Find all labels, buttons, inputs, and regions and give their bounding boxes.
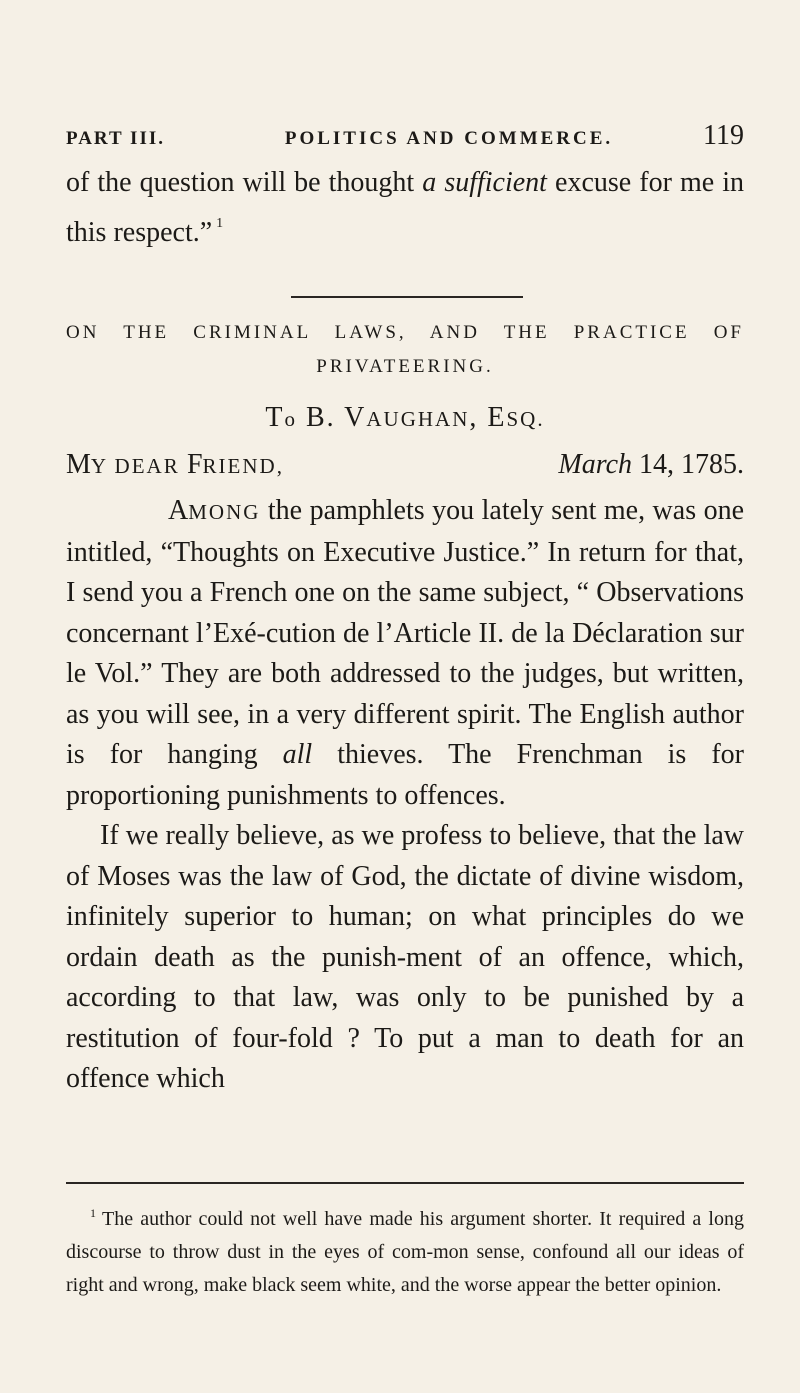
footnote bbox=[66, 1197, 744, 1302]
italic-phrase: a sufficient bbox=[422, 167, 547, 198]
essay-heading-line1: ON THE CRIMINAL LAWS, AND THE PRACTICE OF bbox=[66, 322, 744, 343]
continued-paragraph bbox=[66, 163, 744, 253]
address-esq-cap: E bbox=[487, 402, 507, 433]
salutation-friend-cap: F bbox=[186, 449, 203, 480]
book-page bbox=[66, 0, 744, 1393]
essay-heading-line2: PRIVATEERING. bbox=[316, 356, 494, 377]
salutation-my-rest: Y DEAR bbox=[90, 454, 187, 478]
paragraph-1-text: the pamphlets you lately sent me, was one intitled, “Thoughts on Executive Justice.” In return for that, I send you a French one on the same subject, “ Observations concernant l’Exé-cution de l’Article II. de la Déclaration sur le Vol.” They are both addressed to the judges, but written, as you will see, in a very different spirit. The English author is for hanging bbox=[66, 495, 744, 770]
address-to-cap: T bbox=[265, 402, 285, 433]
section-divider bbox=[291, 296, 523, 298]
paragraph-1-smallcaps: MONG bbox=[188, 500, 261, 524]
text-before: of the question will be thought bbox=[66, 167, 423, 198]
running-head bbox=[66, 120, 744, 152]
salutation-line bbox=[66, 449, 744, 481]
salutation bbox=[66, 449, 284, 481]
letter-address bbox=[66, 402, 744, 434]
paragraph-1-cap: A bbox=[168, 495, 189, 526]
address-to-rest: o bbox=[284, 407, 297, 431]
paragraph-1-italic: all bbox=[282, 739, 313, 770]
paragraph-1-text-after: thieves. The Frenchman is for proportioning punishments to offences. bbox=[66, 739, 744, 811]
address-comma: , bbox=[469, 402, 488, 433]
salutation-my-cap: M bbox=[66, 449, 91, 480]
footnote-number: 1 bbox=[90, 1206, 96, 1220]
footnote-paragraph bbox=[66, 1197, 744, 1302]
address-name-cap: V bbox=[344, 402, 367, 433]
address-name-rest: AUGHAN bbox=[366, 407, 470, 431]
essay-heading bbox=[66, 316, 744, 384]
section-title: POLITICS AND COMMERCE. bbox=[284, 128, 614, 149]
text-after: excuse for me in this respect.” bbox=[66, 167, 744, 248]
footnote-marker: 1 bbox=[216, 215, 224, 231]
date-rest: 14, 1785. bbox=[632, 449, 744, 480]
footnote-text: The author could not well have made his argument shorter. It required a long discourse to throw dust in the eyes of com-mon sense, confound all our ideas of right and wrong, make black seem white, and the worse appear the better opinion. bbox=[66, 1208, 744, 1296]
paragraph-2: If we really believe, as we profess to believe, that the law of Moses was the law of God, the dictate of divine wisdom, infinitely superior to human; on what principles do we ordain death as the punish-ment of an offence, which, according to that law, was only to be punished by a restitution of four-fold ? To put a man to death for an offence which bbox=[66, 820, 744, 1094]
letter-body bbox=[66, 491, 744, 1100]
letter-date bbox=[558, 449, 744, 481]
paragraph-1 bbox=[66, 491, 744, 816]
address-initial: B. bbox=[296, 402, 345, 433]
part-label: PART III. bbox=[66, 128, 165, 149]
page-number: 119 bbox=[703, 120, 744, 151]
footnote-rule bbox=[66, 1182, 744, 1184]
salutation-friend-rest: RIEND, bbox=[202, 454, 284, 478]
date-month: March bbox=[558, 449, 632, 480]
address-esq-rest: SQ. bbox=[506, 407, 545, 431]
